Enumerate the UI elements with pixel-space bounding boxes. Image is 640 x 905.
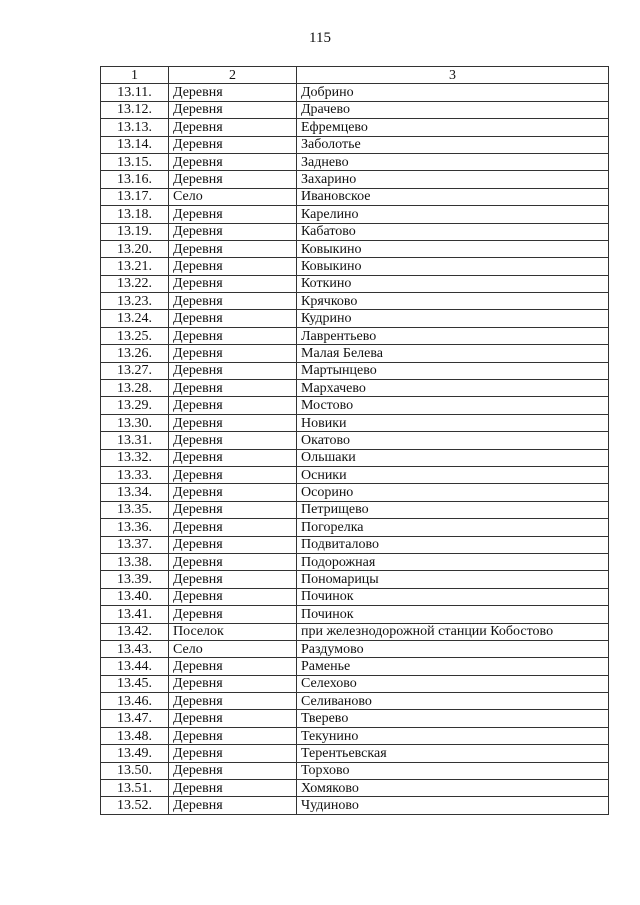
table-row	[101, 553, 609, 570]
row-number-cell: 13.41.	[101, 606, 169, 623]
table-row	[101, 675, 609, 692]
settlement-type-cell: Деревня	[169, 432, 297, 449]
table-row	[101, 380, 609, 397]
settlement-type-cell: Деревня	[169, 101, 297, 118]
row-number-cell: 13.28.	[101, 380, 169, 397]
table-row	[101, 745, 609, 762]
settlement-type-cell: Деревня	[169, 258, 297, 275]
settlement-type-cell: Деревня	[169, 466, 297, 483]
settlement-name-cell: Текунино	[297, 727, 609, 744]
settlement-name-cell: Ковыкино	[297, 240, 609, 257]
row-number-cell: 13.19.	[101, 223, 169, 240]
settlement-name-cell: Ивановское	[297, 188, 609, 205]
row-number-cell: 13.22.	[101, 275, 169, 292]
table-row	[101, 258, 609, 275]
table-row	[101, 362, 609, 379]
row-number-cell: 13.34.	[101, 484, 169, 501]
settlement-type-cell: Деревня	[169, 414, 297, 431]
settlement-name-cell: Раменье	[297, 658, 609, 675]
settlement-type-cell: Деревня	[169, 675, 297, 692]
settlement-name-cell: Осорино	[297, 484, 609, 501]
table-row	[101, 119, 609, 136]
row-number-cell: 13.37.	[101, 536, 169, 553]
settlement-name-cell: Осники	[297, 466, 609, 483]
settlement-name-cell: Терентьевская	[297, 745, 609, 762]
settlement-name-cell: Торхово	[297, 762, 609, 779]
row-number-cell: 13.17.	[101, 188, 169, 205]
settlement-type-cell: Деревня	[169, 84, 297, 101]
table-row	[101, 153, 609, 170]
table-row	[101, 345, 609, 362]
settlement-name-cell: Коткино	[297, 275, 609, 292]
settlement-type-cell: Деревня	[169, 397, 297, 414]
settlement-type-cell: Деревня	[169, 519, 297, 536]
row-number-cell: 13.49.	[101, 745, 169, 762]
table-row	[101, 84, 609, 101]
settlement-type-cell: Деревня	[169, 484, 297, 501]
settlement-name-cell: Раздумово	[297, 640, 609, 657]
table-row	[101, 310, 609, 327]
table-row	[101, 658, 609, 675]
settlement-name-cell: Драчево	[297, 101, 609, 118]
settlement-name-cell: Кудрино	[297, 310, 609, 327]
settlement-name-cell: Ефремцево	[297, 119, 609, 136]
table-row	[101, 606, 609, 623]
table-row	[101, 327, 609, 344]
row-number-cell: 13.27.	[101, 362, 169, 379]
table-row	[101, 171, 609, 188]
settlement-type-cell: Деревня	[169, 362, 297, 379]
row-number-cell: 13.30.	[101, 414, 169, 431]
table-row	[101, 293, 609, 310]
table-row	[101, 693, 609, 710]
settlement-type-cell: Деревня	[169, 240, 297, 257]
table-row	[101, 519, 609, 536]
settlement-name-cell: Захарино	[297, 171, 609, 188]
row-number-cell: 13.13.	[101, 119, 169, 136]
table-row	[101, 206, 609, 223]
settlement-type-cell: Поселок	[169, 623, 297, 640]
row-number-cell: 13.18.	[101, 206, 169, 223]
settlement-name-cell: Починок	[297, 606, 609, 623]
row-number-cell: 13.48.	[101, 727, 169, 744]
row-number-cell: 13.32.	[101, 449, 169, 466]
row-number-cell: 13.47.	[101, 710, 169, 727]
settlement-type-cell: Деревня	[169, 310, 297, 327]
table-row	[101, 275, 609, 292]
settlement-type-cell: Деревня	[169, 327, 297, 344]
row-number-cell: 13.43.	[101, 640, 169, 657]
row-number-cell: 13.31.	[101, 432, 169, 449]
settlement-type-cell: Деревня	[169, 780, 297, 797]
row-number-cell: 13.14.	[101, 136, 169, 153]
settlement-type-cell: Деревня	[169, 571, 297, 588]
settlement-name-cell: Подвиталово	[297, 536, 609, 553]
settlement-type-cell: Деревня	[169, 119, 297, 136]
row-number-cell: 13.45.	[101, 675, 169, 692]
table-row	[101, 223, 609, 240]
settlement-name-cell: Лаврентьево	[297, 327, 609, 344]
table-row	[101, 397, 609, 414]
settlement-type-cell: Деревня	[169, 762, 297, 779]
row-number-cell: 13.21.	[101, 258, 169, 275]
row-number-cell: 13.23.	[101, 293, 169, 310]
settlement-type-cell: Деревня	[169, 345, 297, 362]
settlement-name-cell: Малая Белева	[297, 345, 609, 362]
table-row	[101, 484, 609, 501]
settlement-name-cell: при железнодорожной станции Кобостово	[297, 623, 609, 640]
row-number-cell: 13.12.	[101, 101, 169, 118]
settlement-type-cell: Деревня	[169, 536, 297, 553]
settlement-name-cell: Починок	[297, 588, 609, 605]
table-row	[101, 136, 609, 153]
row-number-cell: 13.25.	[101, 327, 169, 344]
table-header-row	[101, 67, 609, 84]
settlement-name-cell: Селиваново	[297, 693, 609, 710]
row-number-cell: 13.51.	[101, 780, 169, 797]
settlement-type-cell: Деревня	[169, 693, 297, 710]
table-row	[101, 414, 609, 431]
table-row	[101, 727, 609, 744]
row-number-cell: 13.20.	[101, 240, 169, 257]
table-row	[101, 710, 609, 727]
settlement-name-cell: Ковыкино	[297, 258, 609, 275]
row-number-cell: 13.16.	[101, 171, 169, 188]
row-number-cell: 13.36.	[101, 519, 169, 536]
settlement-type-cell: Деревня	[169, 553, 297, 570]
table-row	[101, 797, 609, 814]
row-number-cell: 13.26.	[101, 345, 169, 362]
table-row	[101, 449, 609, 466]
settlement-name-cell: Карелино	[297, 206, 609, 223]
settlement-type-cell: Деревня	[169, 171, 297, 188]
row-number-cell: 13.29.	[101, 397, 169, 414]
settlement-type-cell: Деревня	[169, 501, 297, 518]
table-row	[101, 432, 609, 449]
settlement-name-cell: Погорелка	[297, 519, 609, 536]
settlement-type-cell: Деревня	[169, 275, 297, 292]
table-row	[101, 780, 609, 797]
settlements-table	[100, 66, 609, 815]
row-number-cell: 13.11.	[101, 84, 169, 101]
settlement-type-cell: Деревня	[169, 797, 297, 814]
settlement-type-cell: Деревня	[169, 588, 297, 605]
settlement-type-cell: Деревня	[169, 710, 297, 727]
settlement-name-cell: Хомяково	[297, 780, 609, 797]
column-header-number: 1	[101, 67, 169, 84]
settlement-type-cell: Село	[169, 188, 297, 205]
row-number-cell: 13.33.	[101, 466, 169, 483]
settlement-name-cell: Мостово	[297, 397, 609, 414]
table-row	[101, 466, 609, 483]
settlement-type-cell: Деревня	[169, 223, 297, 240]
table-row	[101, 240, 609, 257]
settlement-name-cell: Подорожная	[297, 553, 609, 570]
table-row	[101, 571, 609, 588]
settlement-type-cell: Деревня	[169, 206, 297, 223]
settlement-name-cell: Крячково	[297, 293, 609, 310]
settlement-name-cell: Новики	[297, 414, 609, 431]
settlement-name-cell: Мархачево	[297, 380, 609, 397]
settlement-type-cell: Деревня	[169, 606, 297, 623]
settlement-type-cell: Деревня	[169, 136, 297, 153]
row-number-cell: 13.39.	[101, 571, 169, 588]
settlement-type-cell: Деревня	[169, 380, 297, 397]
settlement-name-cell: Окатово	[297, 432, 609, 449]
settlement-name-cell: Ольшаки	[297, 449, 609, 466]
table-row	[101, 501, 609, 518]
row-number-cell: 13.24.	[101, 310, 169, 327]
row-number-cell: 13.52.	[101, 797, 169, 814]
settlement-name-cell: Мартынцево	[297, 362, 609, 379]
settlement-name-cell: Тверево	[297, 710, 609, 727]
settlement-type-cell: Деревня	[169, 658, 297, 675]
settlement-name-cell: Заболотье	[297, 136, 609, 153]
settlement-name-cell: Кабатово	[297, 223, 609, 240]
settlement-type-cell: Деревня	[169, 745, 297, 762]
table-row	[101, 640, 609, 657]
row-number-cell: 13.42.	[101, 623, 169, 640]
table-row	[101, 588, 609, 605]
settlement-name-cell: Добрино	[297, 84, 609, 101]
row-number-cell: 13.35.	[101, 501, 169, 518]
column-header-name: 3	[297, 67, 609, 84]
table-row	[101, 623, 609, 640]
settlement-type-cell: Деревня	[169, 293, 297, 310]
row-number-cell: 13.46.	[101, 693, 169, 710]
settlement-type-cell: Деревня	[169, 727, 297, 744]
settlement-name-cell: Пономарицы	[297, 571, 609, 588]
row-number-cell: 13.50.	[101, 762, 169, 779]
settlement-name-cell: Чудиново	[297, 797, 609, 814]
row-number-cell: 13.15.	[101, 153, 169, 170]
table-row	[101, 101, 609, 118]
row-number-cell: 13.38.	[101, 553, 169, 570]
settlement-type-cell: Деревня	[169, 153, 297, 170]
settlement-name-cell: Заднево	[297, 153, 609, 170]
table-row	[101, 188, 609, 205]
table-row	[101, 536, 609, 553]
page-number: 115	[309, 30, 331, 46]
settlement-name-cell: Селехово	[297, 675, 609, 692]
settlement-type-cell: Село	[169, 640, 297, 657]
settlement-name-cell: Петрищево	[297, 501, 609, 518]
column-header-type: 2	[169, 67, 297, 84]
table-row	[101, 762, 609, 779]
row-number-cell: 13.40.	[101, 588, 169, 605]
settlement-type-cell: Деревня	[169, 449, 297, 466]
row-number-cell: 13.44.	[101, 658, 169, 675]
